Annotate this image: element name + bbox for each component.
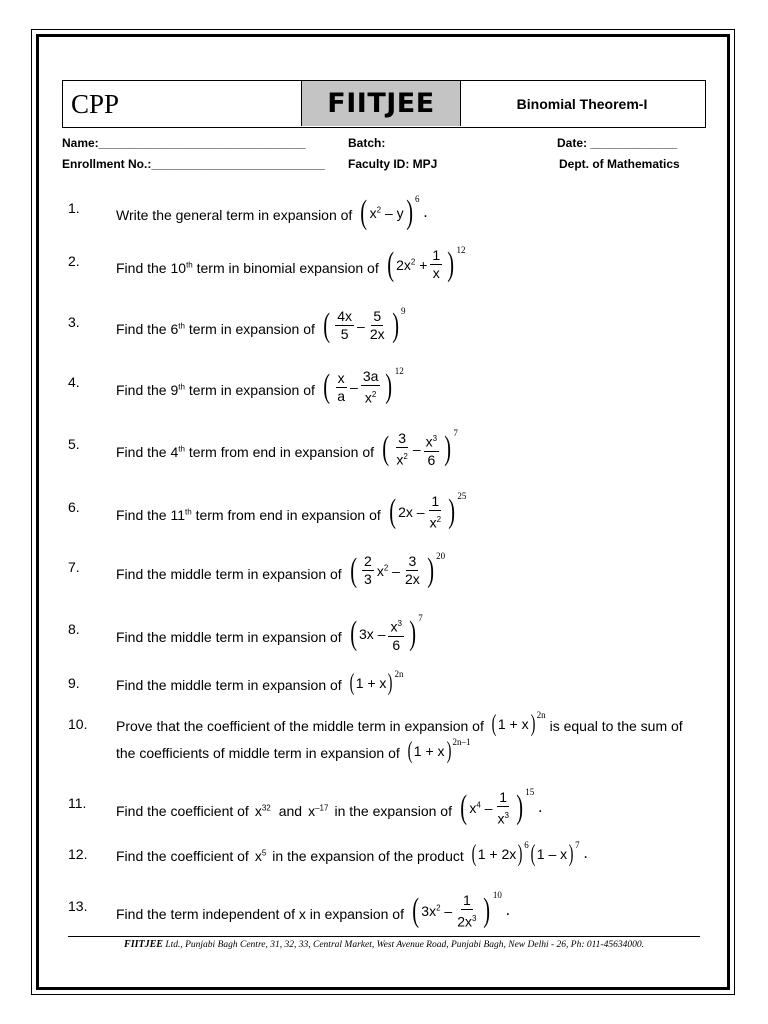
- math-expression: ( $\frac{x}{a}$ – $\frac{3a}{x^2}$ ) 12: [323, 366, 404, 406]
- question-text: Find the 10th term in binomial expansion of: [116, 259, 379, 276]
- question-number: 2.: [68, 253, 80, 269]
- math-expression: ( 1 + x ) 2n: [349, 669, 404, 696]
- math-expression: ( $x^2$ – y ) 6 .: [360, 194, 428, 231]
- header-box: [62, 80, 706, 128]
- math-expression: ( $\frac{4x}{5}$ – $\frac{5}{2x}$ ) 9: [323, 306, 406, 344]
- date-field: Date: _____________: [557, 136, 678, 150]
- question-number: 13.: [68, 898, 88, 914]
- question-text: Find the 9th term in expansion of: [116, 382, 315, 399]
- math-expression: ( $x^4$ – $\frac{1}{x^3}$ ) 15 .: [460, 787, 543, 827]
- math-expression: ( $2x^2$ + $\frac{1}{x}$ ) 12: [387, 245, 466, 283]
- math-expression: ( $\frac{2}{3}$ $x^2$ – $\frac{3}{2x}$ ) 20: [349, 551, 446, 589]
- question-text: Find the 4th term from end in expansion of: [116, 444, 375, 461]
- enrollment-field: Enrollment No.:__________________________: [62, 157, 325, 171]
- footer-brand: FIITJEE: [124, 939, 163, 950]
- question-number: 9.: [68, 675, 80, 691]
- question-text: Prove that the coefficient of the middle term in expansion of: [116, 718, 484, 734]
- math-expression: ( $\frac{3}{x^2}$ – $\frac{x^3}{6}$ ) 7: [382, 428, 458, 468]
- question-text: Find the middle term in expansion of: [116, 677, 342, 693]
- footer-divider: [68, 936, 700, 937]
- name-field: Name:_______________________________: [62, 136, 306, 150]
- question-text: Find the term independent of x in expansion of: [116, 906, 404, 923]
- math-expression: ( 1 + 2x ) 6 ( 1 – x ) 7 .: [471, 840, 588, 867]
- question-text-tail: is equal to the sum of: [549, 718, 683, 734]
- topic-title: Binomial Theorem-I: [516, 95, 648, 112]
- question-number: 5.: [68, 436, 80, 452]
- math-expression: ( 2x – $\frac{1}{x^2}$ ) 25: [389, 491, 467, 531]
- dept-field: Dept. of Mathematics: [559, 157, 680, 171]
- question-text: Find the 6th term in expansion of: [116, 320, 315, 337]
- question-text: Write the general term in expansion of: [116, 207, 353, 223]
- question-number: 8.: [68, 621, 80, 637]
- question-number: 11.: [68, 795, 87, 811]
- question-text: Find the coefficient of: [116, 803, 249, 820]
- question-number: 10.: [68, 716, 88, 732]
- question-text: Find the 11th term from end in expansion of: [116, 507, 381, 524]
- math-expression: ( 1 + x ) 2n: [491, 710, 546, 737]
- question-text: Find the coefficient of: [116, 848, 249, 864]
- question-number: 7.: [68, 559, 80, 575]
- question-number: 3.: [68, 314, 80, 330]
- question-number: 1.: [68, 200, 80, 216]
- math-expression: ( 1 + x ) 2n–1: [407, 737, 471, 764]
- question-number: 6.: [68, 499, 80, 515]
- faculty-field: Faculty ID: MPJ: [348, 157, 438, 171]
- batch-field: Batch:: [348, 136, 386, 150]
- question-number: 12.: [68, 846, 88, 862]
- question-text: the coefficients of middle term in expansion of: [116, 745, 400, 761]
- math-expression: ( 3x – $\frac{x^3}{6}$ ) 7: [349, 613, 423, 653]
- header-cpp: CPP: [71, 89, 120, 119]
- question-number: 4.: [68, 374, 80, 390]
- math-expression: ( $3x^2$ – $\frac{1}{2x^3}$ ) 10 .: [412, 890, 510, 930]
- question-text: Find the middle term in expansion of: [116, 629, 342, 646]
- question-text: Find the middle term in expansion of: [116, 565, 342, 582]
- footer-address: Ltd., Punjabi Bagh Centre, 31, 32, 33, Central Market, West Avenue Road, Punjabi Bagh, New Delhi - 26, Ph: 011-45634000.: [165, 940, 644, 950]
- footer: [68, 939, 700, 950]
- brand-logo: FIITJEE: [301, 81, 461, 126]
